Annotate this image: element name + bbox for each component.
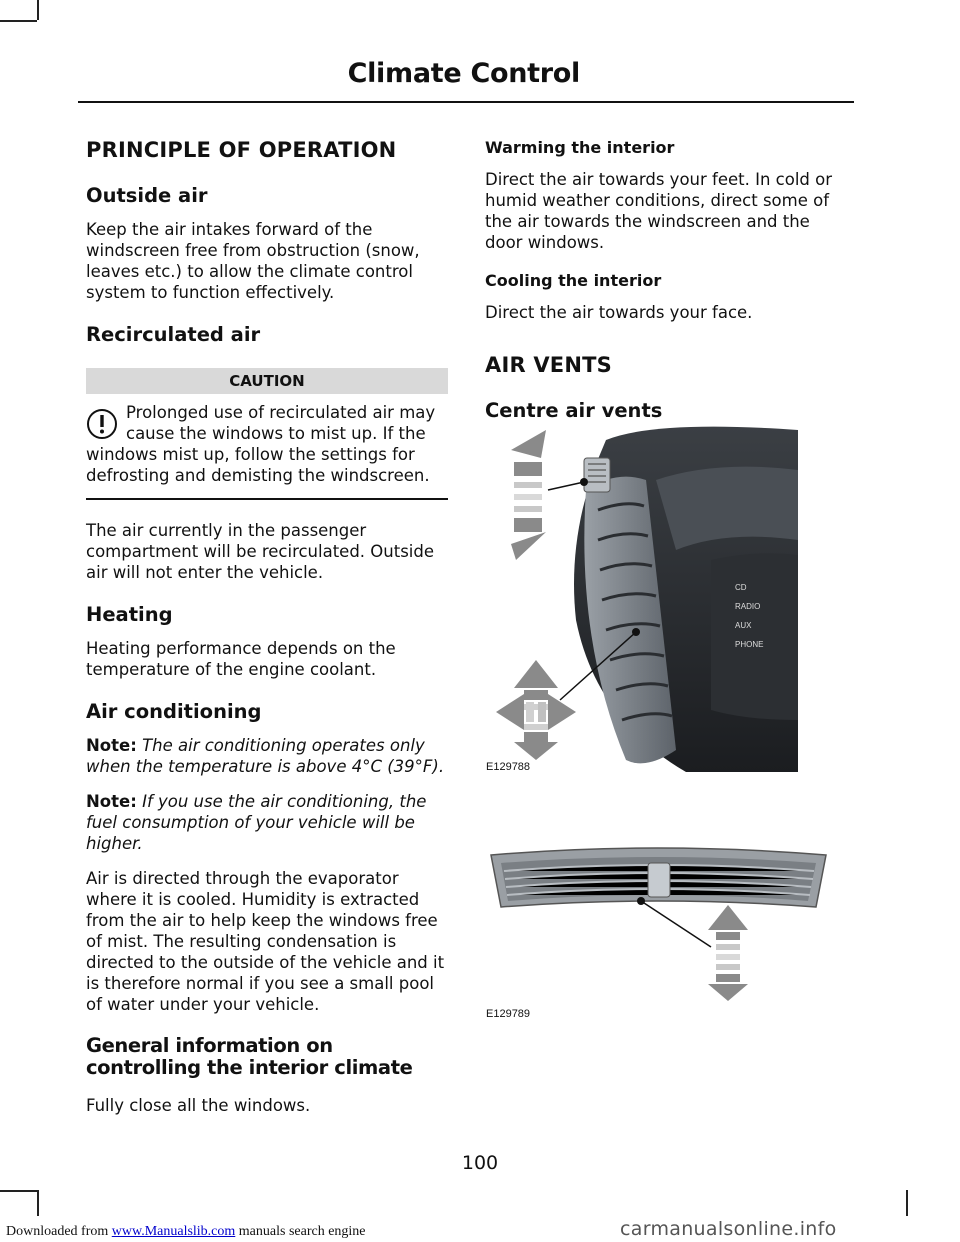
warming-heading: Warming the interior (485, 138, 675, 157)
watermark: carmanualsonline.info (620, 1218, 837, 1240)
note-ac-temperature (86, 735, 448, 777)
ac-heading: Air conditioning (86, 700, 262, 723)
front-vent-illustration (486, 845, 831, 1005)
crop-mark (0, 20, 37, 22)
principle-heading: PRINCIPLE OF OPERATION (86, 138, 397, 162)
outside-air-text: Keep the air intakes forward of the windscreen free from obstruction (snow, leaves etc.) to allow the climate control system to function effectively. (86, 220, 420, 302)
figure-code: E129789 (486, 1008, 531, 1020)
centre-vents-heading: Centre air vents (485, 399, 663, 422)
download-footer (0, 1216, 960, 1242)
crop-mark (0, 1190, 37, 1192)
warming-text: Direct the air towards your feet. In cold or humid weather conditions, direct some of the air towards the windscreen and the door windows. (485, 170, 833, 252)
crop-mark (37, 0, 39, 20)
left-column (86, 138, 448, 1130)
page-number: 100 (461, 1152, 499, 1174)
air-vents-heading: AIR VENTS (485, 353, 612, 377)
right-column (485, 138, 847, 434)
cooling-text: Direct the air towards your face. (485, 303, 753, 322)
caution-text: Prolonged use of recirculated air may cause the windows to mist up. If the windows mist up, follow the settings for defrosting and demisting the windscreen. (86, 403, 436, 485)
download-suffix: manuals search engine (238, 1224, 366, 1239)
figure-code: E129788 (486, 761, 531, 773)
crop-mark (37, 1190, 39, 1216)
radio-button-label: CD (735, 583, 747, 592)
radio-button-label: AUX (735, 621, 752, 630)
ac-text: Air is directed through the evaporator where it is cooled. Humidity is extracted from the air to help keep the windows free of mist. The resulting condensation is directed to the outside of the vehicle and it is therefore normal if you see a small pool of water under your vehicle. (86, 869, 445, 1014)
radio-button-label: RADIO (735, 602, 761, 611)
download-source (6, 1224, 366, 1240)
heating-text: Heating performance depends on the temperature of the engine coolant. (86, 639, 396, 679)
heating-heading: Heating (86, 603, 173, 626)
download-prefix: Downloaded from (6, 1224, 109, 1239)
cooling-heading: Cooling the interior (485, 271, 662, 290)
general-text: Fully close all the windows. (86, 1096, 311, 1115)
general-heading: General information on controlling the interior climate (86, 1034, 413, 1079)
recirculated-text: The air currently in the passenger compartment will be recirculated. Outside air will not enter the vehicle. (86, 521, 435, 582)
header-rule (78, 101, 854, 103)
section-title: Climate Control (347, 58, 580, 89)
note-text: The air conditioning operates only when the temperature is above 4°C (39°F). (86, 736, 445, 776)
recirculated-heading: Recirculated air (86, 323, 261, 346)
radio-buttons (735, 578, 763, 654)
outside-air-heading: Outside air (86, 184, 208, 207)
warning-icon (86, 408, 118, 440)
note-text: If you use the air conditioning, the fuel consumption of your vehicle will be higher. (86, 792, 427, 853)
note-ac-fuel (86, 791, 448, 854)
manualslib-link[interactable]: www.Manualslib.com (111, 1224, 236, 1239)
crop-mark (906, 1190, 908, 1216)
caution-label: CAUTION (86, 368, 448, 394)
radio-button-label: PHONE (735, 640, 764, 649)
caution-box (86, 402, 448, 500)
note-label: Note: (86, 792, 137, 811)
note-label: Note: (86, 736, 137, 755)
